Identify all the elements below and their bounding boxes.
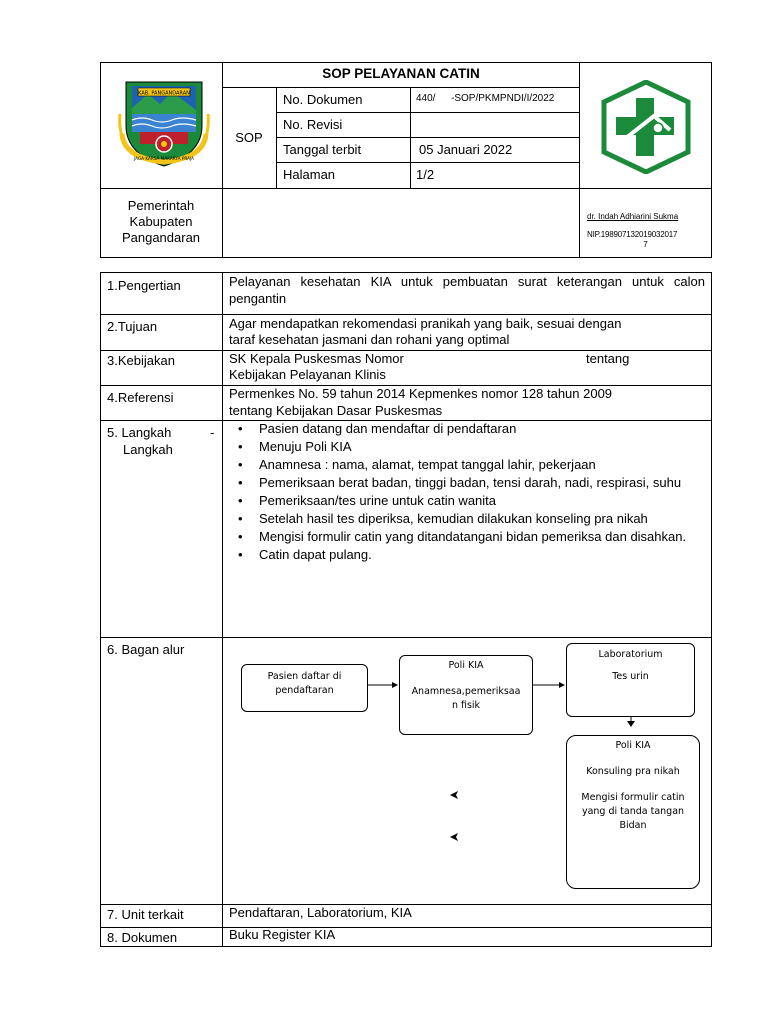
logo-motto-text: JAGA KARSA MAKARYA PRAJA — [133, 156, 195, 161]
flow-box-2-title: Poli KIA — [448, 660, 484, 671]
kebijakan-line-2: Kebijakan Pelayanan Klinis — [229, 367, 386, 382]
langkah-list — [229, 421, 705, 565]
bagan-alur-label: 6. Bagan alur — [107, 642, 185, 657]
list-item: • Pemeriksaan berat badan, tinggi badan, tensi darah, nadi, respirasi, suhu — [229, 475, 705, 492]
arrow-left-icon — [448, 832, 460, 842]
referensi-line-2: tentang Kebijakan Dasar Puskesmas — [229, 403, 443, 418]
flow-box-3-body: Tes urin — [612, 671, 649, 682]
flow-box-poli-kia-2 — [566, 735, 700, 889]
pengertian-text: Pelayanan kesehatan KIA untuk pembuatan surat keterangan untuk calon pengantin — [229, 274, 705, 306]
flow-box-2-line-2: n fisik — [451, 700, 481, 711]
signer-name: dr. Indah Adhiarini Sukma — [587, 212, 679, 221]
halaman-label: Halaman — [283, 167, 336, 182]
flow-box-4-title: Poli KIA — [615, 740, 651, 751]
flow-box-4-line-4: yang di tanda tangan — [581, 806, 685, 817]
kebijakan-line-1a: SK Kepala Puskesmas Nomor — [229, 351, 404, 366]
flow-box-laboratorium — [566, 643, 695, 717]
flow-box-pendaftaran — [241, 664, 368, 712]
tanggal-terbit-label: Tanggal terbit — [283, 142, 362, 157]
arrow-right-icon — [531, 680, 567, 690]
government-line-2: Kabupaten — [129, 214, 193, 229]
signer-nip: NIP.198907132019032017 — [587, 230, 678, 239]
list-item: • Pasien datang dan mendaftar di pendaftaran — [229, 421, 705, 438]
flow-box-3-title: Laboratorium — [598, 649, 663, 660]
unit-terkait-text: Pendaftaran, Laboratorium, KIA — [229, 905, 412, 920]
signer-nip-cont: 7 — [643, 240, 648, 249]
tujuan-line-2: taraf kesehatan jasmani dan rohani yang optimal — [229, 332, 510, 347]
no-dokumen-value-a: 440/ — [416, 93, 436, 104]
dokumen-text: Buku Register KIA — [229, 927, 336, 942]
kebijakan-label: 3.Kebijakan — [107, 353, 175, 368]
list-item: • Catin dapat pulang. — [229, 547, 705, 564]
logo-banner-text: KAB. PANGANDARAN — [138, 90, 190, 97]
list-item: • Setelah hasil tes diperiksa, kemudian dilakukan konseling pra nikah — [229, 511, 705, 528]
flow-box-1-line-2: pendaftaran — [275, 685, 334, 696]
langkah-label-dash: - — [210, 425, 215, 440]
flow-box-4-line-2: Konsuling pra nikah — [586, 766, 680, 777]
unit-terkait-label: 7. Unit terkait — [107, 907, 184, 922]
langkah-label-2: Langkah — [123, 442, 173, 457]
referensi-label: 4.Referensi — [107, 390, 174, 405]
flow-box-2-line-1: Anamnesa,pemeriksaa — [411, 686, 521, 697]
flow-box-4-line-5: Bidan — [619, 820, 647, 831]
puskesmas-logo — [596, 80, 696, 174]
langkah-label-1: 5. Langkah — [107, 425, 172, 440]
no-dokumen-label: No. Dokumen — [283, 92, 363, 107]
pangandaran-logo — [118, 74, 210, 170]
flow-box-poli-kia-1 — [399, 655, 533, 735]
arrow-left-icon — [448, 790, 460, 800]
tujuan-label: 2.Tujuan — [107, 319, 158, 334]
list-item: • Menuju Poli KIA — [229, 439, 705, 456]
arrow-down-icon — [626, 716, 636, 730]
tanggal-terbit-value: 05 Januari 2022 — [419, 142, 513, 157]
flow-box-4-line-3: Mengisi formulir catin — [581, 792, 685, 803]
sop-label: SOP — [235, 130, 263, 145]
list-item: • Pemeriksaan/tes urine untuk catin wanita — [229, 493, 705, 510]
halaman-value: 1/2 — [416, 167, 435, 182]
no-dokumen-value-b: -SOP/PKMPNDI/I/2022 — [451, 93, 555, 104]
government-line-1: Pemerintah — [127, 198, 195, 213]
dokumen-label: 8. Dokumen — [107, 930, 178, 945]
list-item: • Anamnesa : nama, alamat, tempat tanggal lahir, pekerjaan — [229, 457, 705, 474]
no-revisi-label: No. Revisi — [283, 117, 343, 132]
pengertian-label: 1.Pengertian — [107, 278, 181, 293]
arrow-right-icon — [366, 680, 400, 690]
document-title: SOP PELAYANAN CATIN — [322, 66, 480, 81]
tujuan-line-1: Agar mendapatkan rekomendasi pranikah yang baik, sesuai dengan — [229, 316, 622, 331]
government-line-3: Pangandaran — [121, 230, 201, 245]
flow-box-1-line-1: Pasien daftar di — [267, 671, 342, 682]
referensi-line-1: Permenkes No. 59 tahun 2014 Kepmenkes nomor 128 tahun 2009 — [229, 386, 613, 401]
kebijakan-line-1b: tentang — [586, 351, 630, 366]
list-item: • Mengisi formulir catin yang ditandatangani bidan pemeriksa dan disahkan. — [229, 529, 705, 546]
